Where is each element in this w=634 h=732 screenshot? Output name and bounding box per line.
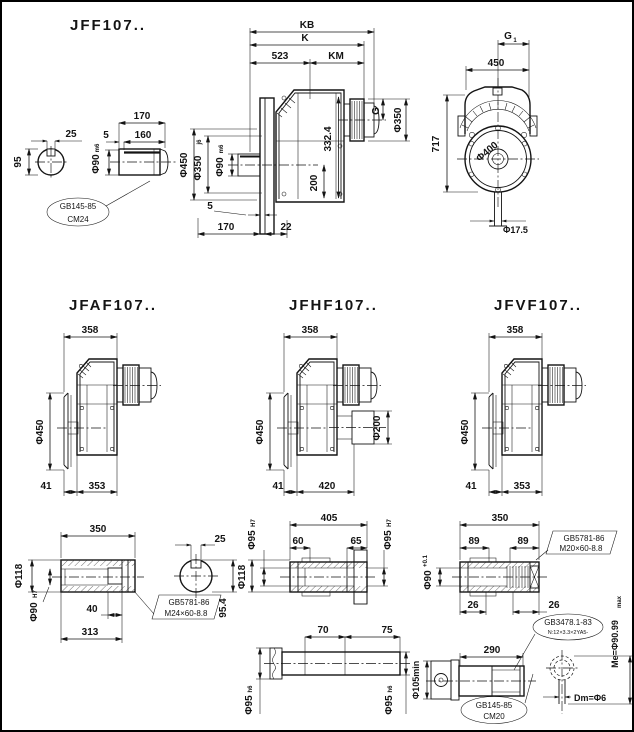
dim-332: 332.4 [323, 126, 334, 152]
detail-left-drawing [14, 524, 237, 643]
jff-shaft-end-view [13, 129, 82, 178]
jfvf-dim-358: 358 [506, 325, 524, 336]
dim-phi90: Φ90 [91, 154, 102, 174]
dim-g: G [371, 107, 382, 115]
jfaf-reducer-shape [57, 359, 161, 469]
jfvf-reducer-shape [482, 359, 586, 469]
jfhf-drawing [255, 297, 392, 496]
dm-dim-phi95l: Φ95 [247, 530, 258, 550]
jfhf-dim-358: 358 [301, 325, 319, 336]
dr-dim-89a: 89 [468, 536, 480, 547]
dr-dim-350: 350 [491, 513, 509, 524]
dr-dim-phi90-tol: +0.1 [423, 555, 429, 567]
dim-phi90-out-fit: m6 [219, 144, 225, 154]
dr-tag-spline-spec: N:12×3.3×2YA5- [547, 630, 589, 636]
dm-dim-phi95bl-fit: h6 [248, 685, 254, 693]
dr-dim-phi90: Φ90 [423, 570, 434, 590]
dim-22: 22 [280, 222, 292, 233]
dm-dim-phi95br-fit: h6 [388, 685, 394, 693]
dr-tag-gb3478: GB3478.1-83 [544, 618, 592, 627]
jfaf-title: JFAF107.. [69, 297, 158, 314]
jfvf-dim-phi450: Φ450 [460, 419, 471, 445]
jfhf-dim-phi200: Φ200 [372, 415, 383, 441]
dim-kb: KB [299, 20, 315, 31]
detail-right-drawing [411, 513, 634, 724]
dl-dim-350: 350 [89, 524, 107, 535]
detail-middle-drawing [237, 513, 410, 715]
dm-dim-phi95r: Φ95 [383, 530, 394, 550]
dim-phi350-motor: Φ350 [393, 107, 404, 133]
jfaf-dim-358: 358 [81, 325, 99, 336]
jff-reducer-side-view [179, 20, 410, 238]
dl-dim-40: 40 [86, 604, 98, 615]
dim-95: 95 [13, 156, 24, 168]
dim-717: 717 [431, 135, 442, 153]
dl-dim-954: 95.4 [218, 598, 229, 618]
dm-dim-405: 405 [320, 513, 338, 524]
dr-tag-gb145: GB145-85 [475, 701, 513, 710]
jfvf-drawing [460, 297, 586, 496]
dr-dim-26a: 26 [467, 600, 479, 611]
dim-523: 523 [271, 51, 289, 62]
dm-dim-phi95br: Φ95 [384, 695, 395, 715]
jfaf-dim-41: 41 [40, 481, 52, 492]
dim-k: K [301, 33, 309, 44]
dim-km: KM [328, 51, 344, 62]
jfhf-dim-phi450: Φ450 [255, 419, 266, 445]
dim-5: 5 [103, 130, 109, 141]
dr-tag-gb5781: GB5781-86 [563, 534, 605, 543]
dim-g1: G [504, 31, 512, 42]
callout-cm24: CM24 [67, 215, 89, 224]
callout-gb145: GB145-85 [59, 202, 97, 211]
dl-dim-phi118: Φ118 [14, 563, 25, 589]
dim-5b: 5 [207, 201, 213, 212]
jff-front-view [431, 31, 539, 235]
dim-g1-sub: 1 [513, 38, 517, 44]
dl-dim-25: 25 [214, 534, 226, 545]
dr-dim-89b: 89 [517, 536, 529, 547]
dim-160: 160 [134, 130, 152, 141]
dim-phi90-out: Φ90 [215, 157, 226, 177]
jfaf-dim-353: 353 [88, 481, 106, 492]
dim-phi400: Φ400 [474, 139, 501, 165]
dim-200: 200 [309, 174, 320, 192]
dim-170b: 170 [217, 222, 235, 233]
jfaf-drawing [35, 297, 161, 496]
dr-dim-dm: Dm=Φ6 [574, 693, 607, 703]
dl-tag-gb5781: GB5781-86 [168, 598, 210, 607]
dm-dim-phi95bl: Φ95 [244, 695, 255, 715]
dr-dim-290: 290 [483, 645, 501, 656]
dim-450: 450 [487, 58, 505, 69]
jfvf-dim-41: 41 [465, 481, 477, 492]
dr-dim-me: Me=Φ90.99 [610, 620, 620, 668]
dim-phi350-fit: j6 [197, 139, 203, 145]
dm-dim-60: 60 [292, 536, 304, 547]
dim-phi175: Φ17.5 [503, 225, 528, 235]
jfvf-title: JFVF107.. [494, 297, 583, 314]
dim-phi90-fit: m6 [95, 143, 101, 153]
dr-tag-cm20: CM20 [483, 712, 505, 721]
dl-dim-phi90-fit: H7 [33, 590, 39, 598]
dl-tag-m24: M24×60-8.8 [164, 609, 208, 618]
dim-phi350-flange: Φ350 [193, 155, 204, 181]
dm-dim-phi95r-fit: H7 [387, 519, 393, 527]
dm-dim-phi95l-fit: H7 [251, 519, 257, 527]
dr-dim-me-sub: max [617, 595, 623, 609]
jfhf-dim-41: 41 [272, 481, 284, 492]
dr-dim-26b: 26 [548, 600, 560, 611]
dim-25: 25 [65, 129, 77, 140]
dm-dim-70: 70 [317, 625, 329, 636]
jfaf-dim-phi450: Φ450 [35, 419, 46, 445]
jfhf-dim-420: 420 [318, 481, 336, 492]
dim-phi450: Φ450 [179, 152, 190, 178]
dim-170: 170 [133, 111, 151, 122]
dl-dim-313: 313 [81, 627, 99, 638]
dr-tag-m20: M20×60-8.8 [559, 544, 603, 553]
technical-drawing [2, 2, 634, 732]
jff-drawing [13, 17, 539, 238]
jfhf-title: JFHF107.. [289, 297, 378, 314]
dm-dim-65: 65 [350, 536, 362, 547]
jfhf-reducer-shape [277, 359, 381, 469]
dm-dim-phi118: Φ118 [237, 564, 248, 590]
dr-dim-phi105: Φ105min [411, 660, 421, 700]
jfvf-dim-353: 353 [513, 481, 531, 492]
dl-dim-phi90: Φ90 [29, 602, 40, 622]
dm-dim-75: 75 [381, 625, 393, 636]
jff-title: JFF107.. [70, 17, 147, 34]
